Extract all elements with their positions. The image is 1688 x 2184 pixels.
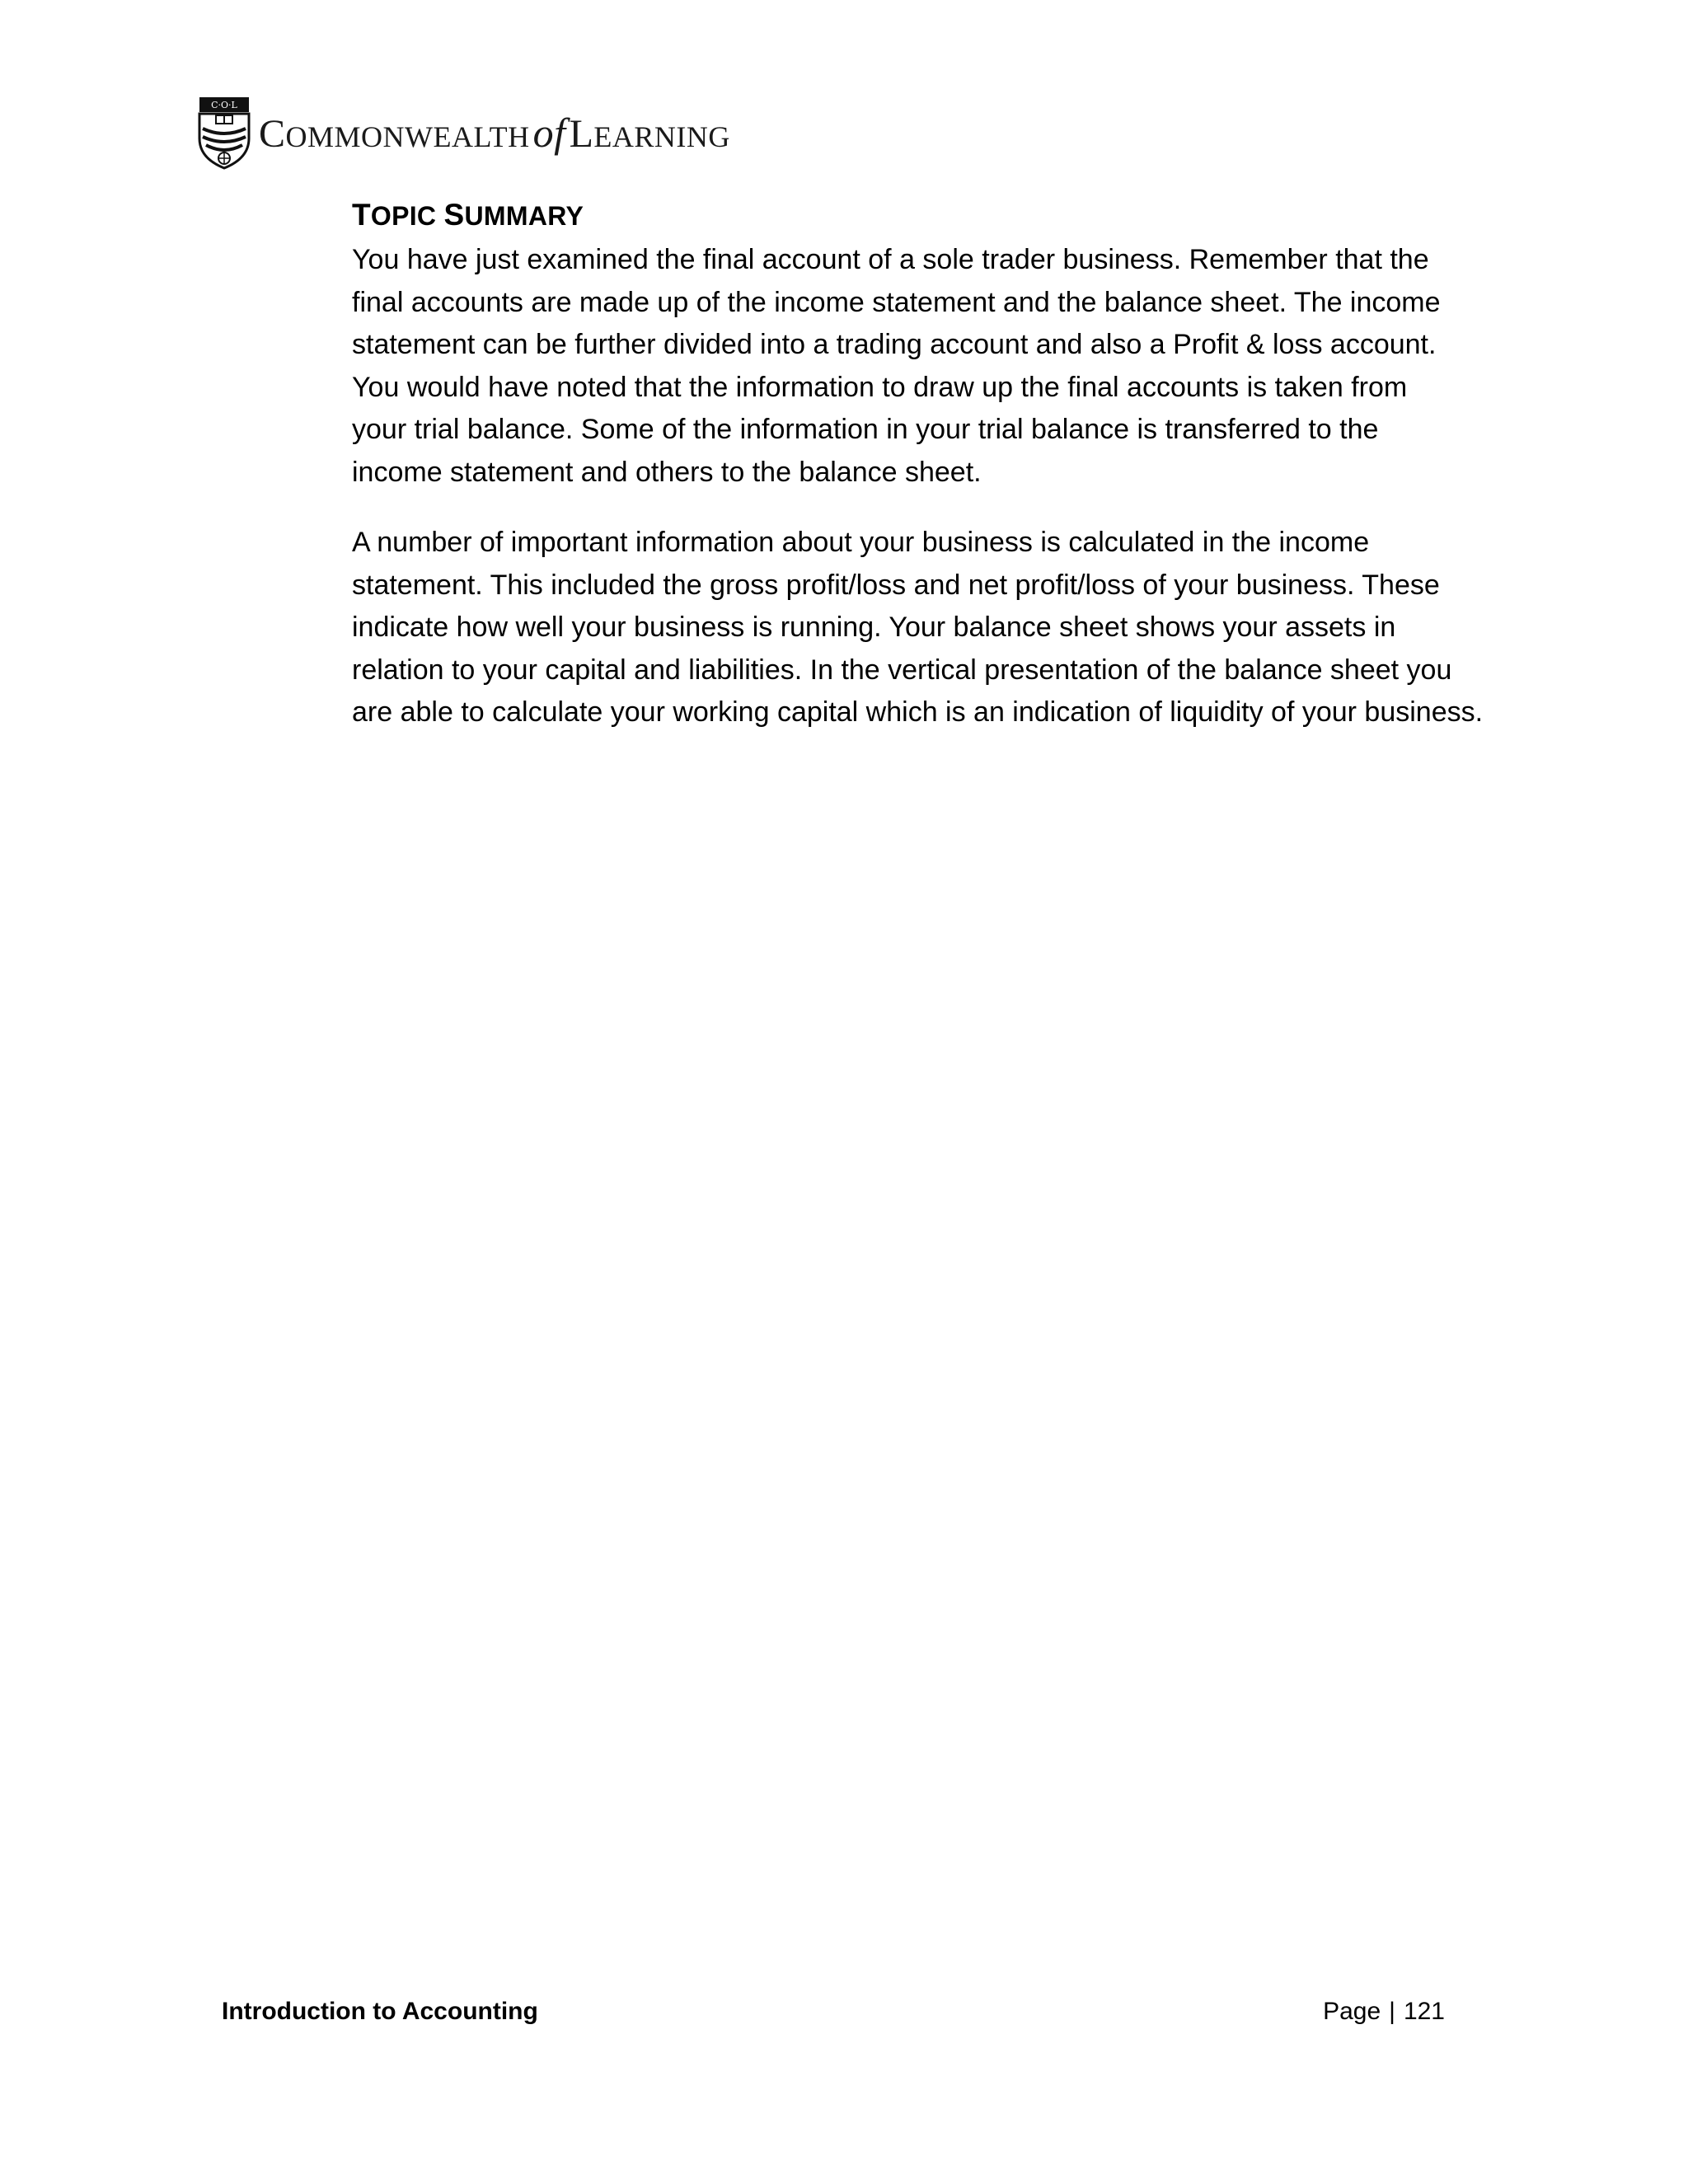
col-crest-icon (196, 96, 252, 170)
footer-course-title: Introduction to Accounting (222, 1998, 538, 2025)
text-line: your trial balance. Some of the information in your trial balance is transferred to the (352, 414, 1379, 445)
text-line: indicate how well your business is running. Your balance sheet shows your assets in (352, 612, 1396, 643)
section-heading: TOPIC SUMMARY (352, 198, 584, 232)
text-line: statement. This included the gross profit/loss and net profit/loss of your business. These (352, 569, 1440, 601)
page-label: Page (1323, 1998, 1381, 2025)
page-separator: | (1389, 1998, 1395, 2025)
text-line: You have just examined the final account of a sole trader business. Remember that the (352, 244, 1429, 275)
text-line: statement can be further divided into a trading account and also a Profit & loss account. (352, 329, 1437, 360)
summary-paragraph-1 (352, 239, 1489, 494)
header-logo (196, 96, 730, 170)
topic-summary-section (352, 198, 1489, 734)
text-line: are able to calculate your working capital which is an indication of liquidity of your business. (352, 696, 1484, 728)
svg-text:C·O·L: C·O·L (211, 100, 237, 110)
text-line: income statement and others to the balance sheet. (352, 456, 982, 488)
page-number: 121 (1403, 1998, 1445, 2025)
footer-page-number (1323, 1998, 1445, 2026)
text-line: You would have noted that the information to draw up the final accounts is taken from (352, 371, 1408, 403)
text-line: relation to your capital and liabilities. In the vertical presentation of the balance sheet you (352, 654, 1452, 686)
text-line: final accounts are made up of the income statement and the balance sheet. The income (352, 286, 1441, 318)
logo-wordmark: C OMMONWEALTH of L EARNING (259, 110, 730, 156)
summary-paragraph-2 (352, 522, 1489, 734)
text-line: A number of important information about your business is calculated in the income (352, 527, 1370, 558)
